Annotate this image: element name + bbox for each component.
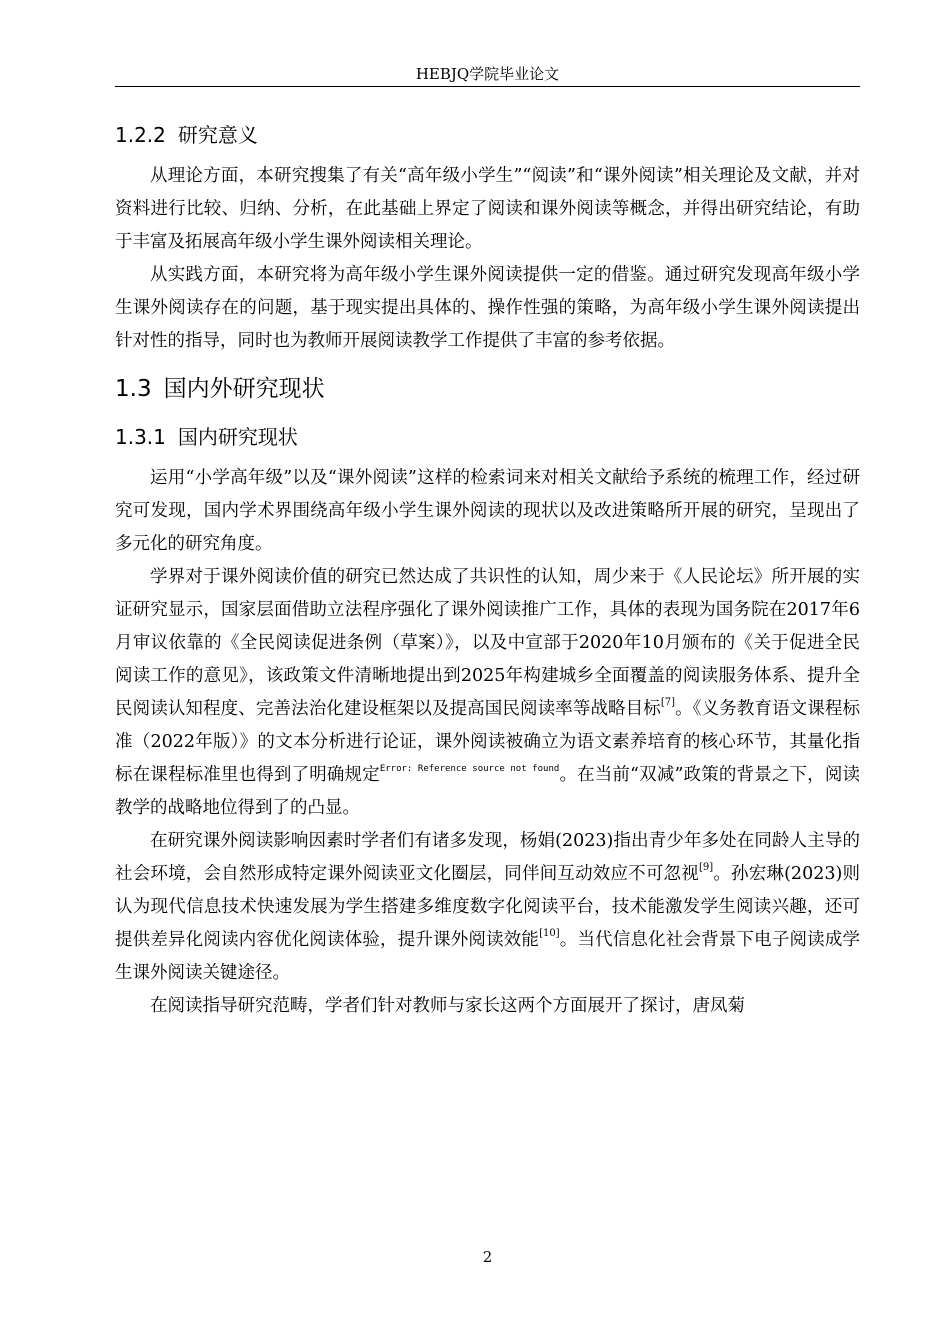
citation-7: [7]	[660, 697, 676, 708]
section-number: 1.2.2	[115, 123, 166, 147]
section-heading-1-2-2	[115, 118, 860, 152]
paragraph-practice: 从实践方面，本研究将为高年级小学生课外阅读提供一定的借鉴。通过研究发现高年级小学生课外阅读存在的问题，基于现实提出具体的、操作性强的策略，为高年级小学生课外阅读提出针对性的指导，同时也为教师开展阅读教学工作提供了丰富的参考依据。	[115, 265, 860, 351]
section-number: 1.3	[115, 376, 152, 402]
paragraph-text: 学界对于课外阅读价值的研究已然达成了共识性的认知，周少来于《人民论坛》所开展的实证研究显示，国家层面借助立法程序强化了课外阅读推广工作，具体的表现为国务院在2017年6月审议依靠的《全民阅读促进条例（草案）》，以及中宣部于2020年10月颁布的《关于促进全民阅读工作的意见》，该政策文件清晰地提出到2025年构建城乡全面覆盖的阅读服务体系、提升全民阅读认知程度、完善法治化建设框架以及提高国民阅读率等战略目标	[115, 567, 860, 719]
running-header: HEBJQ学院毕业论文	[415, 65, 560, 83]
section-title: 国内研究现状	[177, 425, 298, 449]
paragraph-text: 。《义务教育语文课程标准（2022年版）》的文本分析进行论证，课外阅读被确立为语文素养培育的核心环节，其量化指标在课程标准里也得到了明确规定	[115, 699, 861, 785]
section-heading-1-3	[115, 372, 860, 406]
paragraph-text: 。在当前“双减”政策的背景之下，阅读教学的战略地位得到了的凸显。	[115, 765, 860, 818]
paragraph-text: 。当代信息化社会背景下电子阅读成学生课外阅读关键途径。	[115, 930, 860, 983]
section-number: 1.3.1	[115, 425, 166, 449]
section-title: 国内外研究现状	[163, 376, 325, 402]
citation-9: [9]	[698, 862, 714, 873]
body-content	[115, 118, 860, 1023]
paragraph-theory: 从理论方面，本研究搜集了有关“高年级小学生”“阅读”和“课外阅读”相关理论及文献，并对资料进行比较、归纳、分析，在此基础上界定了阅读和课外阅读等概念，并得出研究结论，有助于丰富及拓展高年级小学生课外阅读相关理论。	[115, 166, 860, 252]
section-heading-1-3-1	[115, 420, 860, 454]
paragraph-guidance: 在阅读指导研究范畴，学者们针对教师与家长这两个方面展开了探讨，唐凤菊	[150, 996, 745, 1016]
paragraph-search: 运用“小学高年级”以及“课外阅读”这样的检索词来对相关文献给予系统的梳理工作，经过研究可发现，国内学术界围绕高年级小学生课外阅读的现状以及改进策略所开展的研究，呈现出了多元化的研究角度。	[115, 468, 860, 554]
paragraph-text: 在研究课外阅读影响因素时学者们有诸多发现，杨娟(2023)指出青少年多处在同龄人主导的社会环境，会自然形成特定课外阅读亚文化圈层，同伴间互动效应不可忽视	[115, 831, 860, 884]
header-rule	[115, 86, 860, 87]
paragraph-text: 。孙宏琳(2023)则认为现代信息技术快速发展为学生搭建多维度数字化阅读平台，技术能激发学生阅读兴趣，还可提供差异化阅读内容优化阅读体验，提升课外阅读效能	[115, 864, 860, 950]
page-number: 2	[482, 1248, 493, 1266]
section-title: 研究意义	[177, 123, 258, 147]
citation-10: [10]	[539, 928, 560, 939]
reference-error: Error: Reference source not found	[379, 764, 560, 774]
paragraph-reading-value	[115, 561, 860, 825]
paragraph-influence-factors	[115, 825, 860, 990]
